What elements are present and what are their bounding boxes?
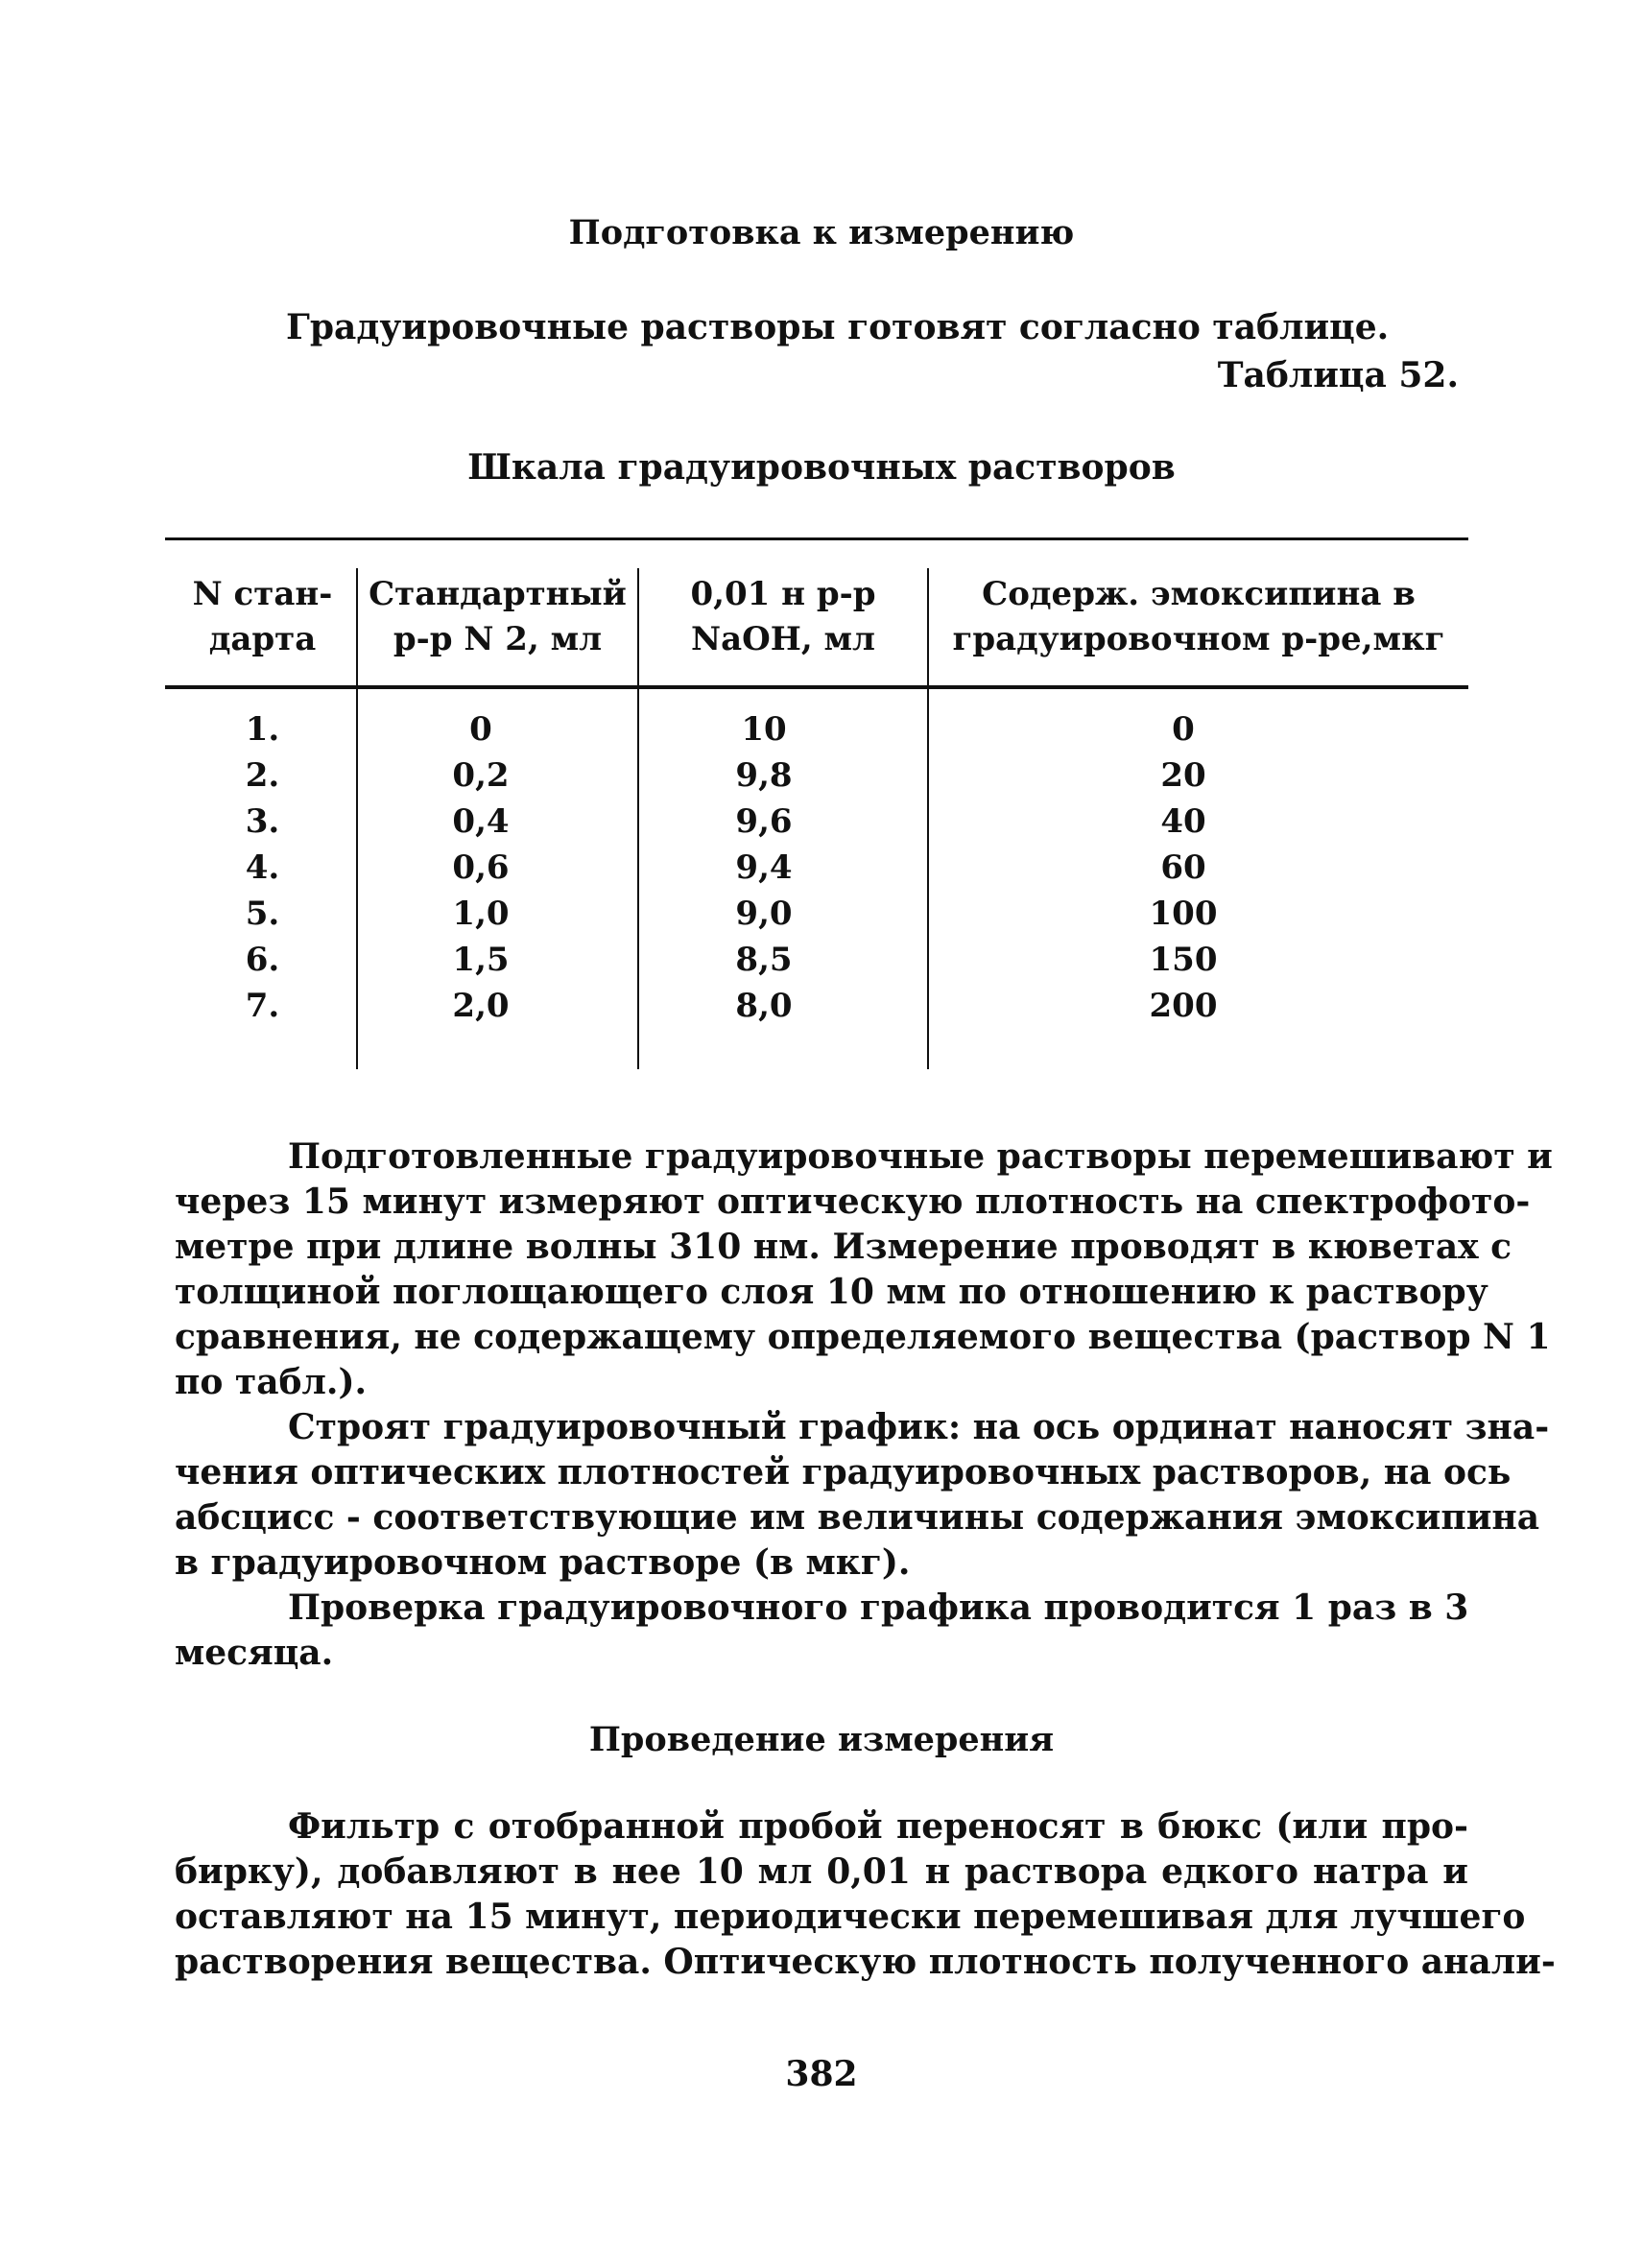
paragraph-sample-processing (175, 1804, 1556, 1985)
paragraph-line: чения оптических плотностей градуировочных растворов, на ось (175, 1452, 1512, 1492)
paragraph-line: бирку), добавляют в нее 10 мл 0,01 н раствора едкого натра и (175, 1851, 1468, 1892)
paragraph-line: по табл.). (175, 1362, 368, 1402)
table-cell-emoxipine-content: 40 (1160, 802, 1206, 841)
table-header-standard-number (169, 572, 356, 662)
table-top-rule (165, 537, 1468, 540)
table-cell-naoh: 9,8 (735, 756, 793, 795)
table-cell-naoh: 9,4 (735, 848, 793, 887)
paragraph-line: растворения вещества. Оптическую плотность полученного анали- (175, 1942, 1556, 1982)
table-cell-naoh: 9,0 (735, 895, 793, 933)
paragraph-line: абсцисс - соответствующие им величины содержания эмоксипина (175, 1497, 1540, 1538)
table-label: Таблица 52. (1217, 355, 1459, 395)
section-heading-preparation: Подготовка к измерению (568, 213, 1075, 252)
table-header-emoxipine-content (929, 572, 1468, 662)
table-cell-standard-solution: 0 (469, 710, 492, 749)
page-number: 382 (785, 2054, 858, 2094)
paragraph-line: месяца. (175, 1633, 334, 1673)
paragraph-measurement-procedure (175, 1134, 1553, 1405)
header-line: Стандартный (369, 575, 627, 613)
paragraph-line: Фильтр с отобранной пробой переносят в бюкс (или про- (288, 1806, 1468, 1847)
table-cell-standard-number: 1. (245, 710, 280, 749)
table-cell-standard-number: 2. (245, 756, 280, 795)
table-cell-emoxipine-content: 100 (1149, 895, 1218, 933)
intro-sentence: Градуировочные растворы готовят согласно таблице. (286, 307, 1390, 347)
paragraph-line: в градуировочном растворе (в мкг). (175, 1542, 911, 1583)
table-cell-standard-solution: 0,4 (452, 802, 510, 841)
table-cell-standard-number: 6. (245, 941, 280, 979)
paragraph-line: толщиной поглощающего слоя 10 мм по отношению к раствору (175, 1272, 1488, 1312)
table-cell-emoxipine-content: 0 (1172, 710, 1195, 749)
table-cell-naoh: 10 (741, 710, 787, 749)
table-cell-naoh: 8,5 (735, 941, 793, 979)
table-cell-emoxipine-content: 150 (1149, 941, 1218, 979)
paragraph-line: оставляют на 15 минут, периодически перемешивая для лучшего (175, 1897, 1526, 1937)
section-heading-measurement: Проведение измерения (588, 1720, 1055, 1759)
paragraph-line: сравнения, не содержащему определяемого вещества (раствор N 1 (175, 1317, 1551, 1357)
table-cell-standard-number: 5. (245, 895, 280, 933)
table-cell-standard-solution: 0,2 (452, 756, 510, 795)
table-cell-naoh: 9,6 (735, 802, 793, 841)
table-cell-naoh: 8,0 (735, 987, 793, 1025)
paragraph-calibration-graph (175, 1405, 1550, 1586)
paragraph-line: Подготовленные градуировочные растворы перемешивают и (288, 1136, 1553, 1177)
table-header-naoh (639, 572, 927, 662)
table-cell-emoxipine-content: 200 (1149, 987, 1218, 1025)
table-cell-emoxipine-content: 20 (1160, 756, 1206, 795)
header-line: Содерж. эмоксипина в (982, 575, 1416, 613)
paragraph-graph-check (175, 1586, 1468, 1676)
header-line: N стан- (192, 575, 333, 613)
table-header-rule (165, 685, 1468, 689)
header-line: р-р N 2, мл (393, 620, 603, 658)
table-cell-standard-solution: 1,0 (452, 895, 510, 933)
paragraph-line: Строят градуировочный график: на ось ординат наносят зна- (288, 1407, 1550, 1447)
header-line: NaOH, мл (690, 620, 876, 658)
header-line: градуировочном р-ре,мкг (952, 620, 1445, 658)
table-cell-standard-number: 4. (245, 848, 280, 887)
table-title: Шкала градуировочных растворов (467, 447, 1176, 488)
header-line: дарта (208, 620, 317, 658)
header-line: 0,01 н р-р (690, 575, 876, 613)
table-cell-emoxipine-content: 60 (1160, 848, 1206, 887)
paragraph-line: метре при длине волны 310 нм. Измерение проводят в кюветах с (175, 1227, 1512, 1267)
paragraph-line: Проверка градуировочного графика проводится 1 раз в 3 (288, 1588, 1469, 1628)
table-cell-standard-solution: 1,5 (452, 941, 510, 979)
table-cell-standard-number: 3. (245, 802, 280, 841)
table-cell-standard-solution: 2,0 (452, 987, 510, 1025)
table-cell-standard-number: 7. (245, 987, 280, 1025)
table-header-standard-solution (358, 572, 637, 662)
table-cell-standard-solution: 0,6 (452, 848, 510, 887)
paragraph-line: через 15 минут измеряют оптическую плотность на спектрофото- (175, 1182, 1531, 1222)
